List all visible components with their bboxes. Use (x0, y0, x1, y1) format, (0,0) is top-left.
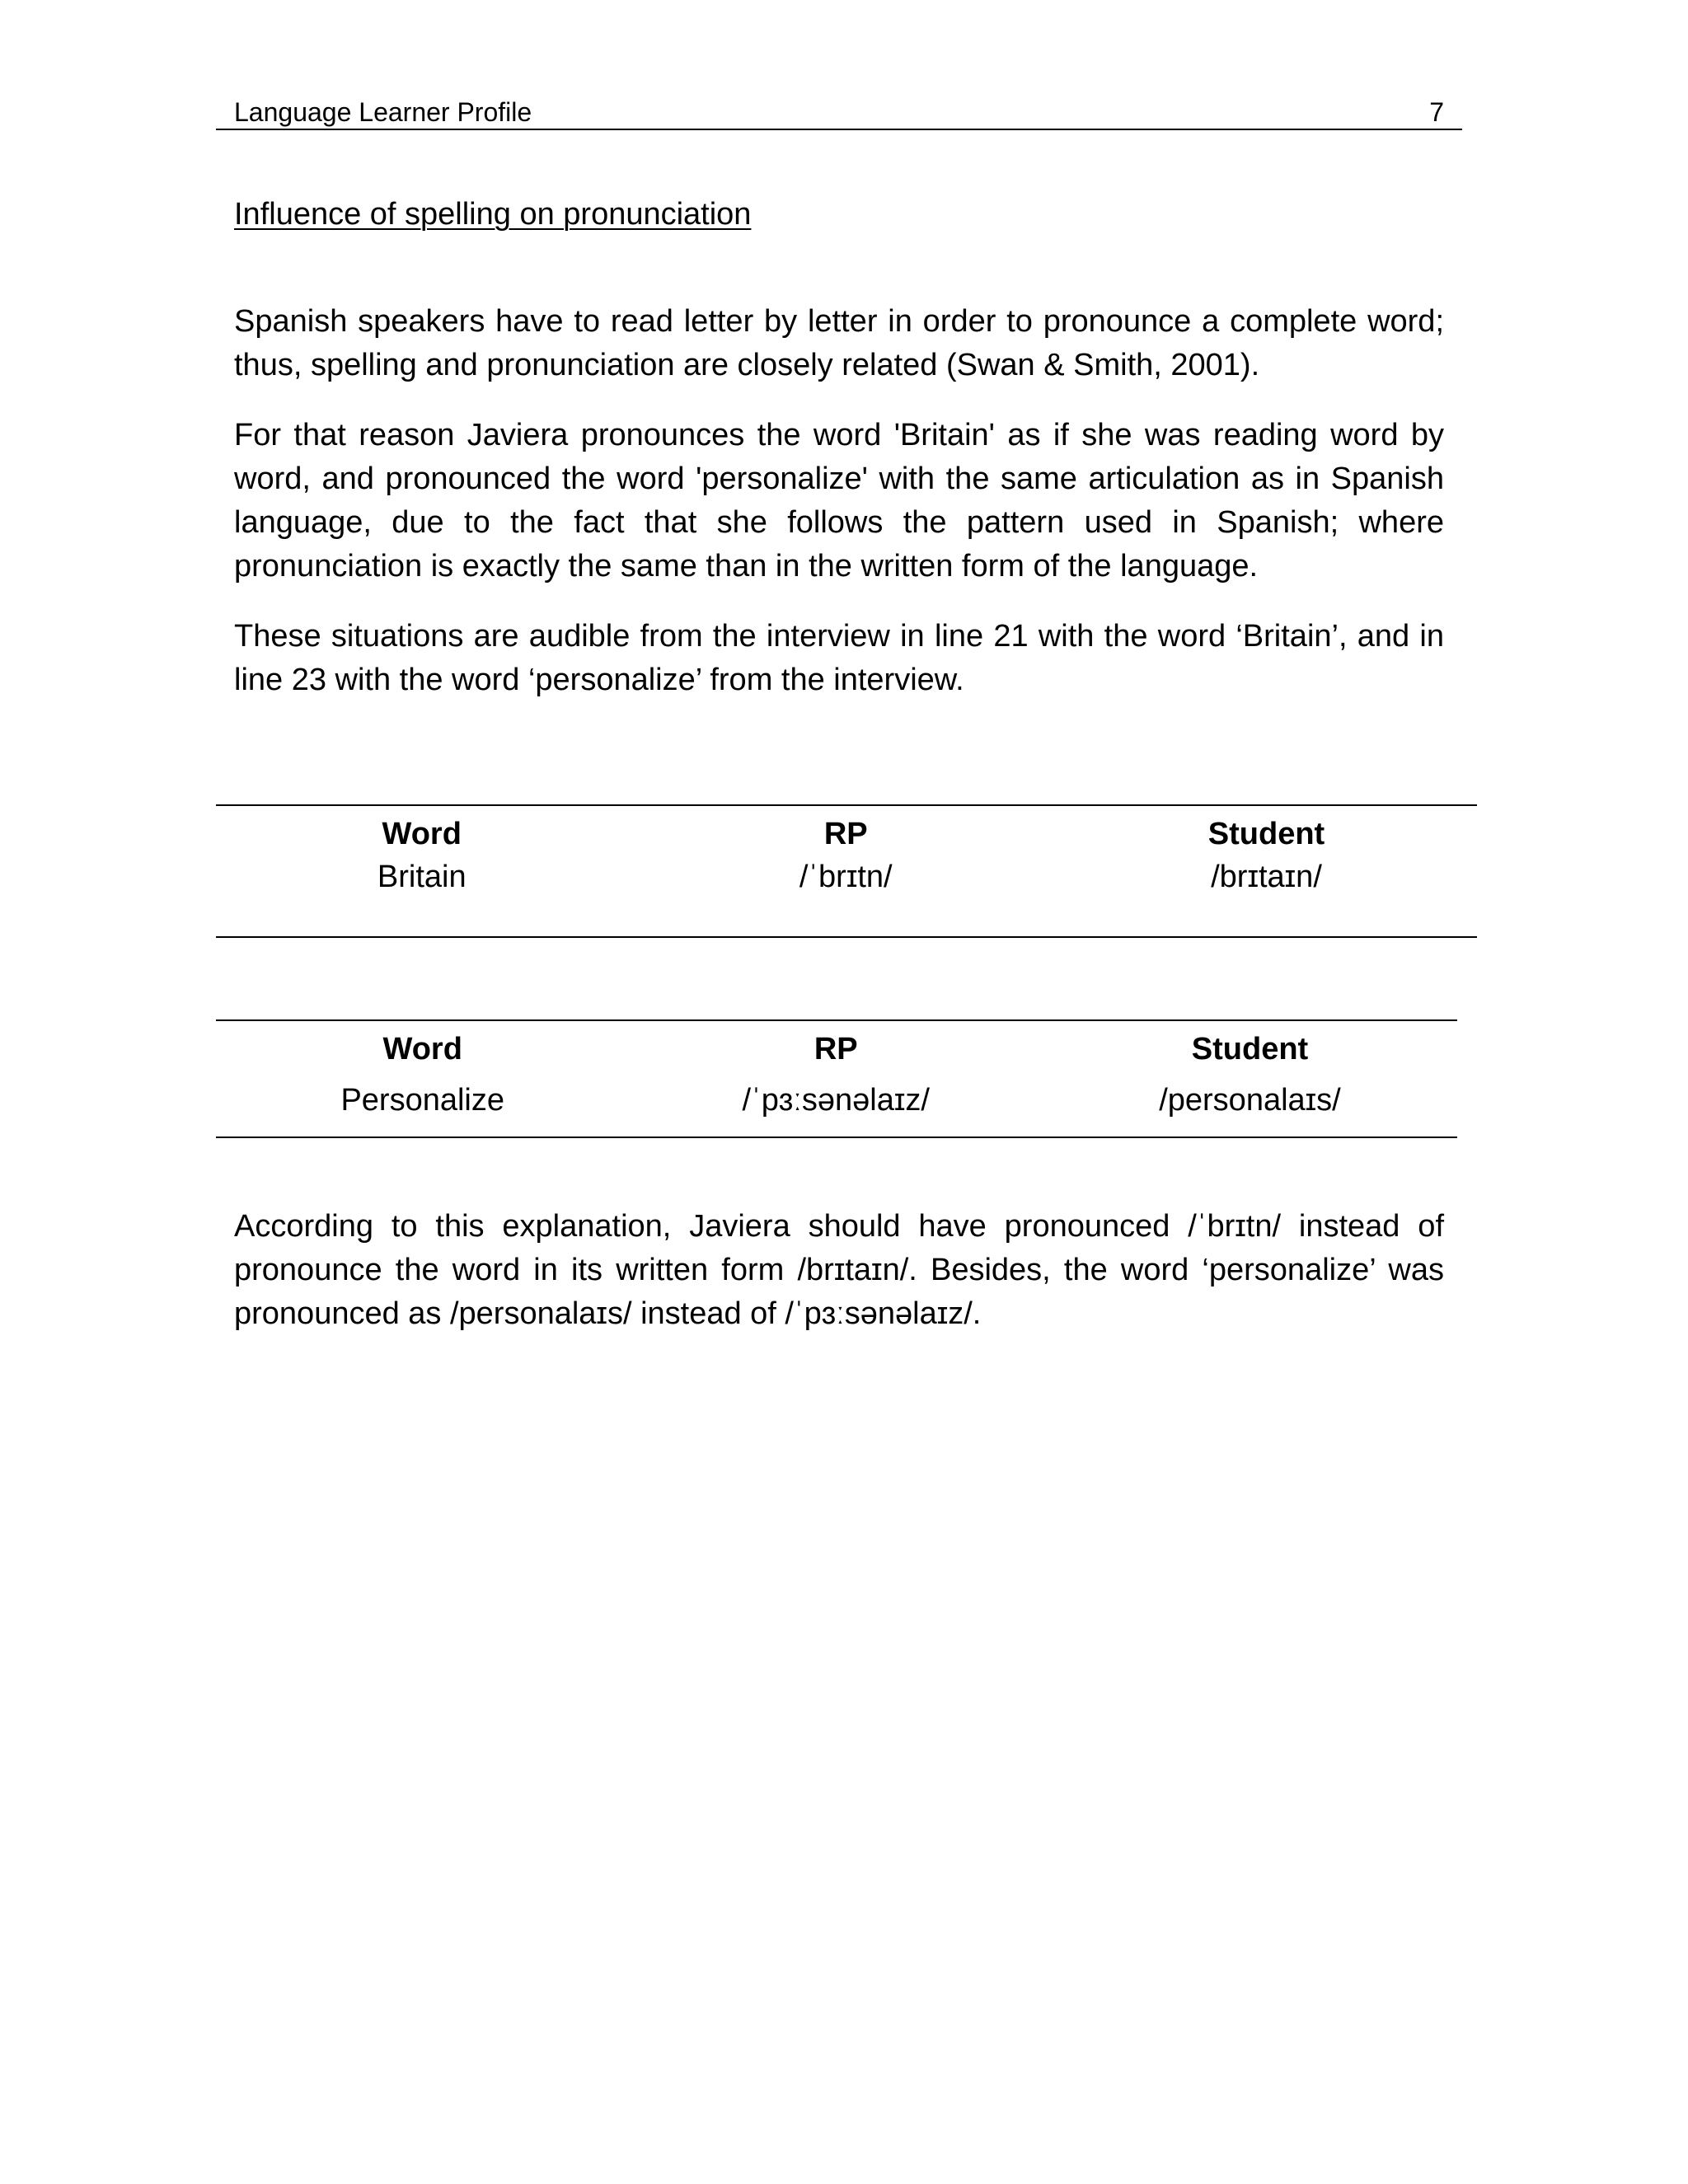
cell-word: Britain (377, 860, 467, 894)
pronunciation-table-britain (216, 804, 1477, 938)
header-title: Language Learner Profile (234, 97, 532, 127)
column-header-rp: RP (823, 817, 868, 851)
table-row (216, 1071, 1457, 1122)
paragraph-2: For that reason Javiera pronounces the word 'Britain' as if she was reading word by word, and pronounced the word 'personalize' with the same articulation as in Spanish language, due to the fact that she follows the pattern used in Spanish; where pronunciation is exactly the same than in the written form of the language. (234, 418, 1444, 583)
cell-rp: /ˈbrɪtn/ (799, 860, 893, 894)
paragraph-3: These situations are audible from the interview in line 21 with the word ‘Britain’, and in line 23 with the word ‘personalize’ from the interview. (234, 619, 1444, 697)
paragraph-4: According to this explanation, Javiera should have pronounced /ˈbrɪtn/ instead of pronounce the word in its written form /brɪtaɪn/. Besides, the word ‘personalize’ was pronounced as /personalaɪs/ instead of /ˈpɜːsənəlaɪz/. (234, 1209, 1444, 1331)
cell-word: Personalize (340, 1083, 505, 1118)
pronunciation-table-personalize (216, 1019, 1457, 1138)
cell-student: /brɪtaɪn/ (1211, 860, 1322, 894)
paragraph-1: Spanish speakers have to read letter by letter in order to pronounce a complete word; thus, spelling and pronunciation are closely related (Swan & Smith, 2001). (234, 304, 1444, 382)
cell-student: /personalaɪs/ (1159, 1083, 1341, 1118)
section-heading: Influence of spelling on pronunciation (234, 197, 752, 232)
column-header-student: Student (1191, 1032, 1309, 1066)
column-header-word: Word (382, 817, 462, 851)
page-header (216, 92, 1462, 130)
table-header-row (216, 806, 1477, 855)
column-header-student: Student (1207, 817, 1325, 851)
cell-rp: /ˈpɜːsənəlaɪz/ (742, 1083, 930, 1118)
table-row (216, 855, 1477, 898)
column-header-rp: RP (814, 1032, 858, 1066)
table-header-row (216, 1021, 1457, 1071)
page-number: 7 (1429, 97, 1444, 127)
column-header-word: Word (382, 1032, 462, 1066)
